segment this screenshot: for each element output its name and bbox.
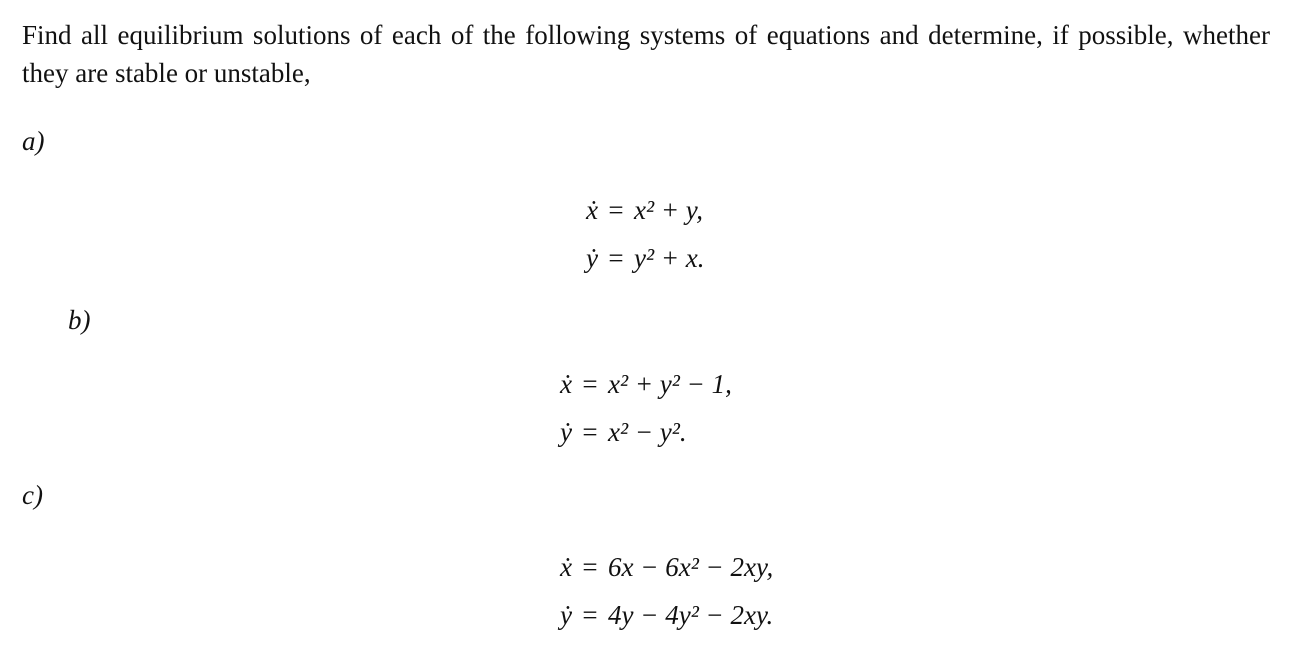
eq-rhs: y² + x.	[634, 243, 705, 273]
eq-lhs: ẋ	[560, 369, 572, 399]
eq-sign: =	[608, 195, 624, 225]
part-b-label: b)	[68, 305, 91, 335]
eq-rhs: x² + y,	[634, 195, 704, 225]
eq-rhs: x² − y².	[608, 417, 687, 447]
part-c-equations	[532, 543, 773, 639]
part-a-equations	[558, 186, 705, 282]
part-a-label: a)	[22, 126, 45, 156]
equation-row	[532, 360, 732, 408]
eq-sign: =	[582, 417, 598, 447]
equation-row	[532, 543, 773, 591]
eq-lhs: ẋ	[560, 552, 572, 582]
part-c-label: c)	[22, 480, 43, 510]
eq-sign: =	[608, 243, 624, 273]
eq-lhs: ẋ	[586, 195, 598, 225]
eq-lhs: ẏ	[560, 600, 572, 630]
problem-statement: Find all equilibrium solutions of each of the following systems of equations and determine, if possible, whether they are stable or unstable,	[22, 20, 1270, 88]
eq-sign: =	[582, 369, 598, 399]
eq-rhs: 4y − 4y² − 2xy.	[608, 600, 774, 630]
eq-sign: =	[582, 600, 598, 630]
eq-rhs: x² + y² − 1,	[608, 369, 732, 399]
part-b-equations	[532, 360, 732, 456]
eq-sign: =	[582, 552, 598, 582]
eq-rhs: 6x − 6x² − 2xy,	[608, 552, 774, 582]
eq-lhs: ẏ	[560, 417, 572, 447]
equation-row	[558, 234, 705, 282]
equation-row	[558, 186, 705, 234]
equation-row	[532, 408, 732, 456]
eq-lhs: ẏ	[586, 243, 598, 273]
equation-row	[532, 591, 773, 639]
